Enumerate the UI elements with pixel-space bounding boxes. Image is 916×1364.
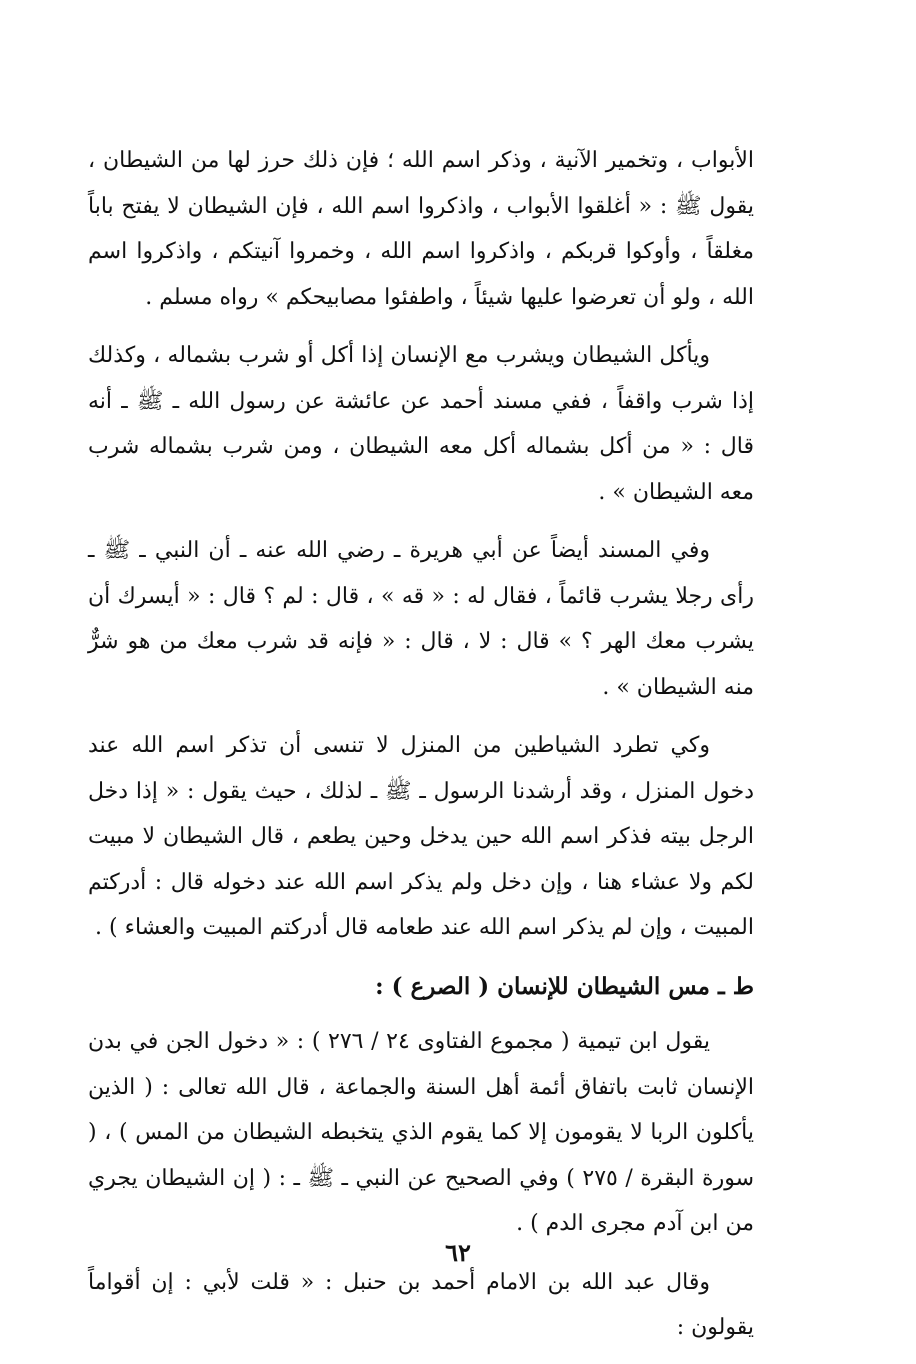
- page-number: ٦٢: [445, 1238, 471, 1267]
- paragraph-4: وكي تطرد الشياطين من المنزل لا تنسى أن تذكر اسم الله عند دخول المنزل ، وقد أرشدنا الرسول ـ ﷺ ـ لذلك ، حيث يقول : « إذا دخل الرجل بيته فذكر اسم الله حين يدخل وحين يطعم ، قال الشيطان لا مبيت لكم ولا عشاء هنا ، وإن دخل ولم يذكر اسم الله عند دخوله قال : أدركتم المبيت ، وإن لم يذكر اسم الله عند طعامه قال أدركتم المبيت والعشاء ) .: [88, 733, 754, 940]
- paragraph-5: يقول ابن تيمية ( مجموع الفتاوى ٢٤ / ٢٧٦ ) : « دخول الجن في بدن الإنسان ثابت باتفاق أئمة أهل السنة والجماعة ، قال الله تعالى : ( الذين يأكلون الربا لا يقومون إلا كما يقوم الذي يتخبطه الشيطان من المس ) ، ( سورة البقرة / ٢٧٥ ) وفي الصحيح عن النبي ـ ﷺ ـ : ( إن الشيطان يجري من ابن آدم مجرى الدم ) .: [88, 1029, 754, 1236]
- paragraph-1: الأبواب ، وتخمير الآنية ، وذكر اسم الله ؛ فإن ذلك حرز لها من الشيطان ، يقول ﷺ : « أغلقوا الأبواب ، واذكروا اسم الله ، فإن الشيطان لا يفتح باباً مغلقاً ، وأوكوا قربكم ، واذكروا اسم الله ، وخمروا آنيتكم ، واذكروا اسم الله ، ولو أن تعرضوا عليها شيئاً ، واطفئوا مصابيحكم » رواه مسلم .: [88, 148, 754, 310]
- page-body: [88, 138, 754, 1364]
- section-heading: ط ـ مس الشيطان للإنسان ( الصرع ) :: [375, 972, 754, 1000]
- paragraph-6: وقال عبد الله بن الامام أحمد بن حنبل : « قلت لأبي : إن أقواماً يقولون :: [88, 1269, 754, 1340]
- paragraph-2: ويأكل الشيطان ويشرب مع الإنسان إذا أكل أو شرب بشماله ، وكذلك إذا شرب واقفاً ، ففي مسند أحمد عن عائشة عن رسول الله ـ ﷺ ـ أنه قال : « من أكل بشماله أكل معه الشيطان ، ومن شرب بشماله شرب معه الشيطان » .: [88, 343, 754, 505]
- paragraph-3: وفي المسند أيضاً عن أبي هريرة ـ رضي الله عنه ـ أن النبي ـ ﷺ ـ رأى رجلا يشرب قائماً ، فقال له : « قه » ، قال : لم ؟ قال : « أيسرك أن يشرب معك الهر ؟ » قال : لا ، قال : « فإنه قد شرب معك من هو شرٌّ منه الشيطان » .: [88, 538, 754, 700]
